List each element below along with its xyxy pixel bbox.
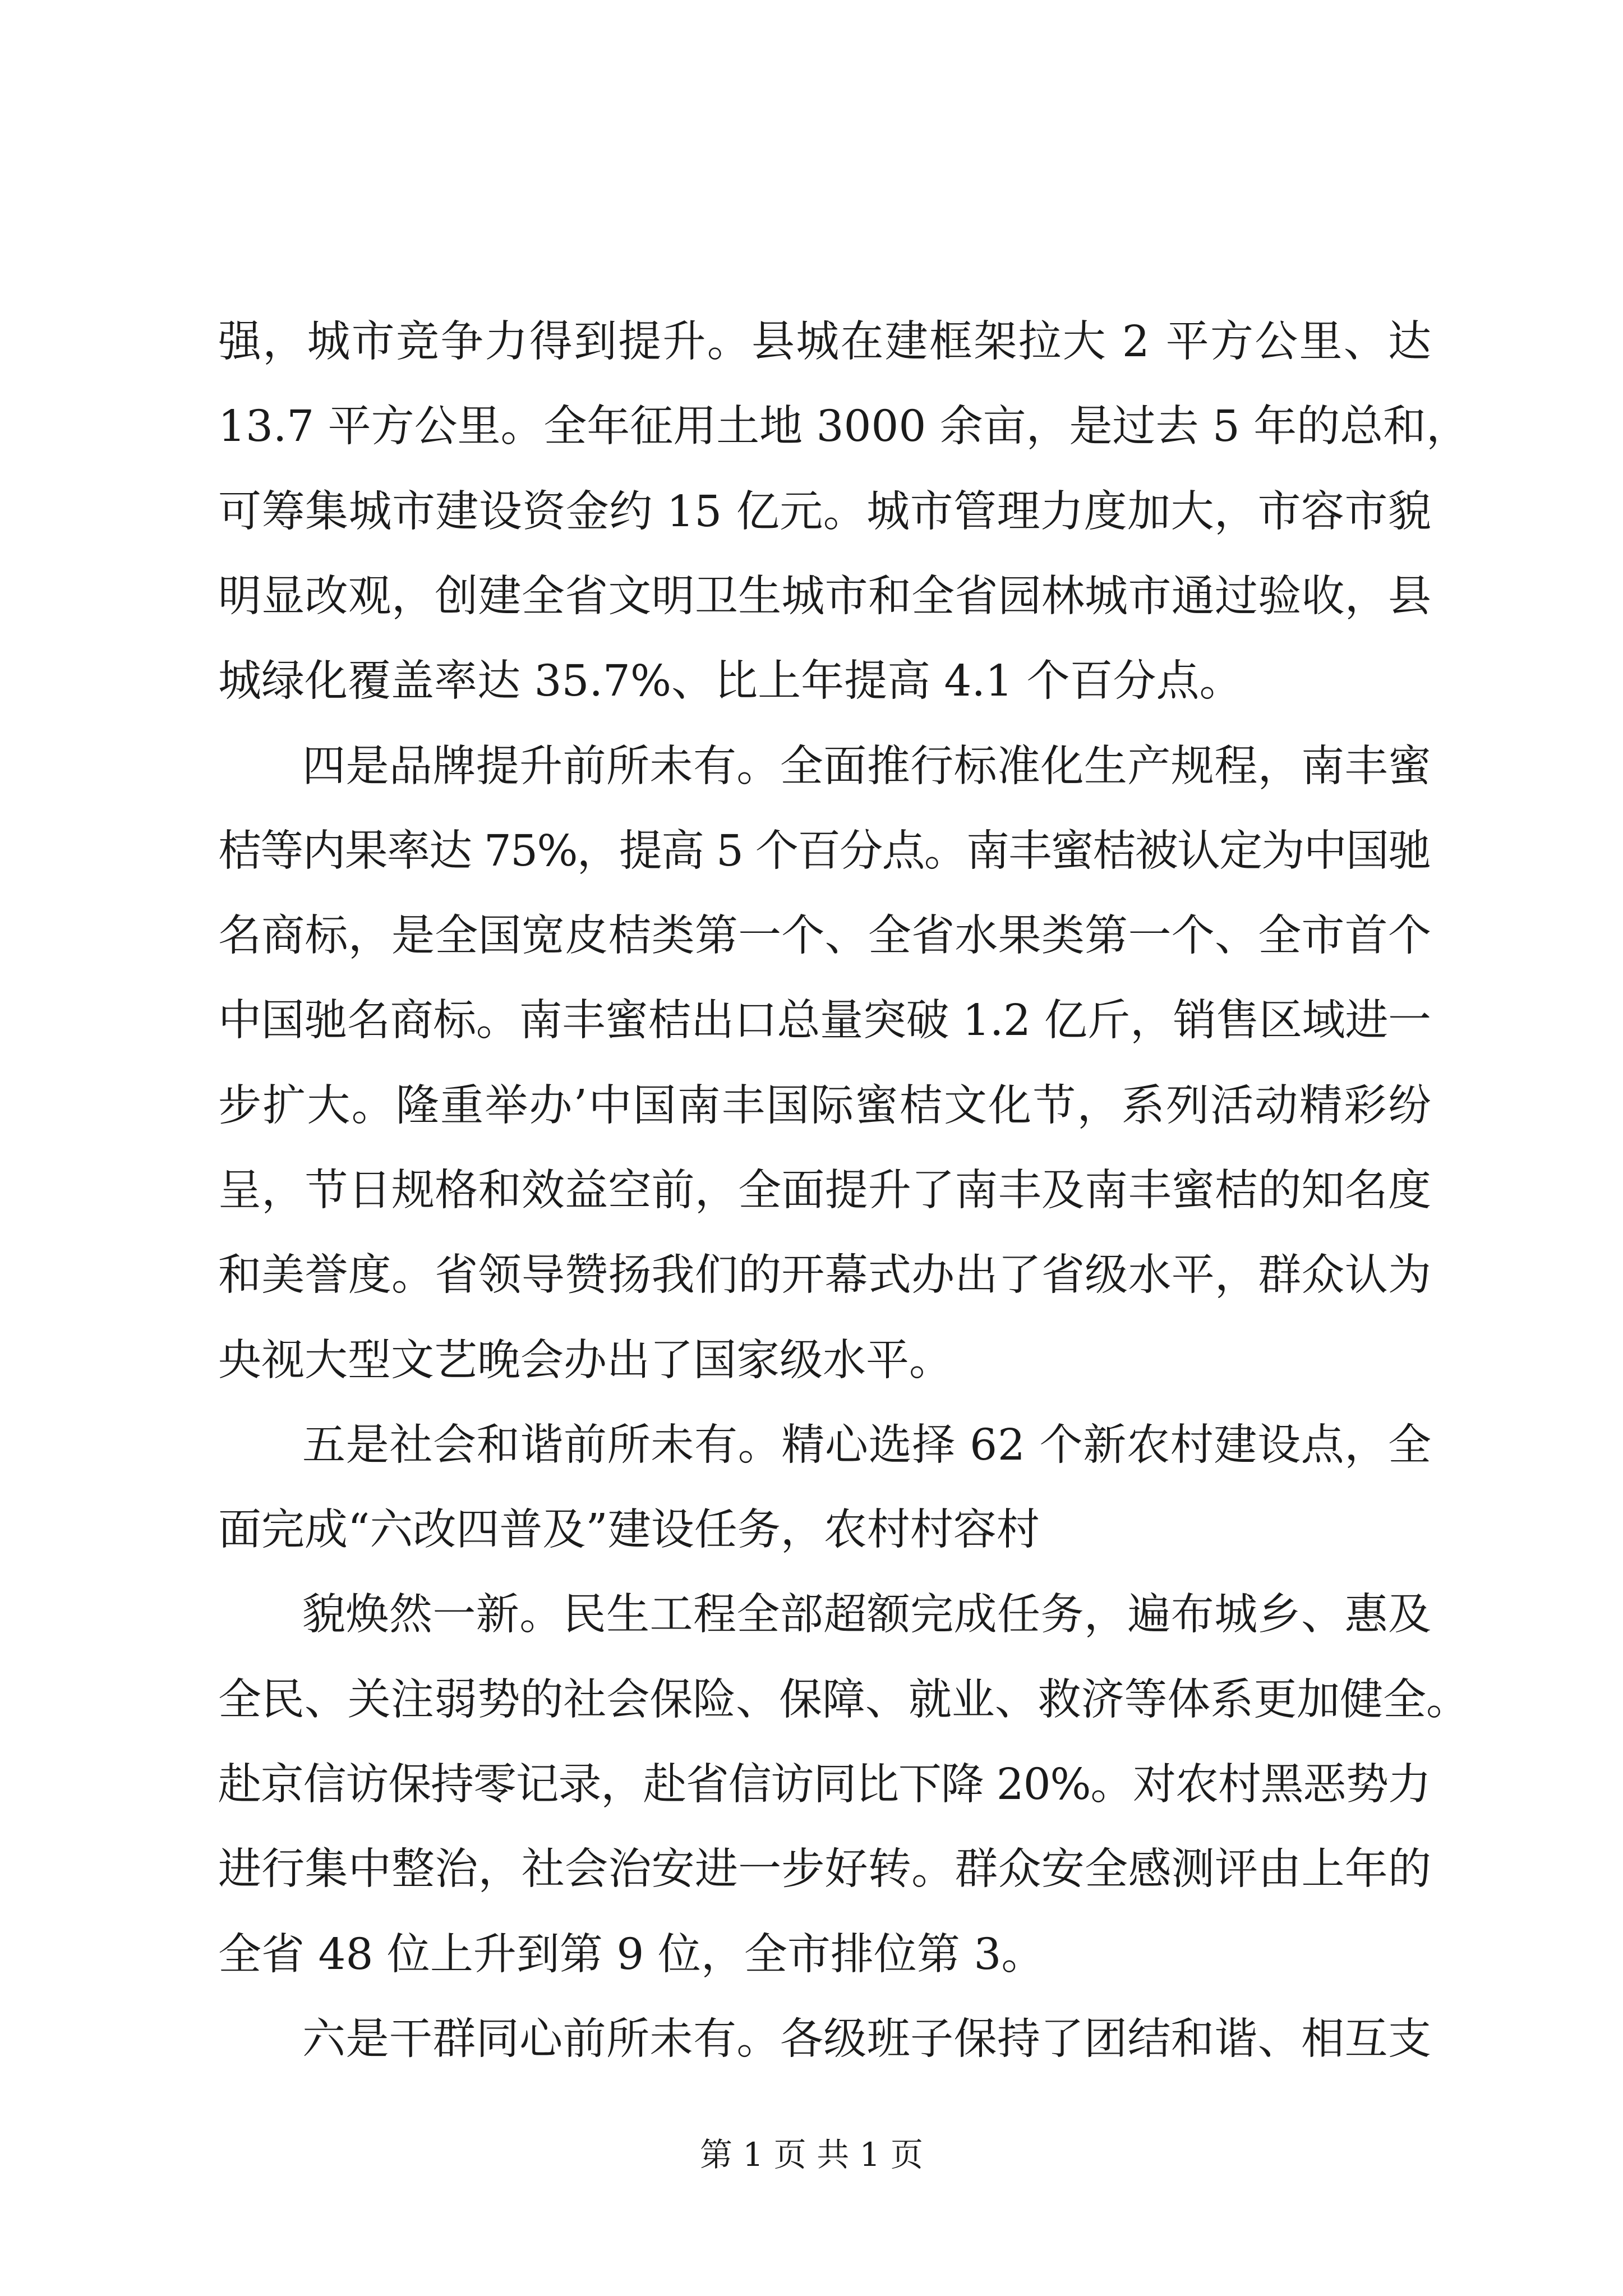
page-footer: 第 1 页 共 1 页 [700,2136,923,2174]
text-line: 赴京信访保持零记录，赴省信访同比下降 20%。对农村黑恶势力 [218,1760,1431,1810]
text-line: 可筹集城市建设资金约 15 亿元。城市管理力度加大，市容市貌 [218,487,1432,537]
text-line: 和美誉度。省领导赞扬我们的开幕式办出了省级水平，群众认为 [218,1250,1432,1300]
text-line: 名商标，是全国宽皮桔类第一个、全省水果类第一个、全市首个 [218,911,1432,961]
text-line: 明显改观，创建全省文明卫生城市和全省园林城市通过验收，县 [218,572,1432,622]
text-line: 全民、关注弱势的社会保险、保障、就业、救济等体系更加健全。 [218,1675,1469,1725]
text-line: 桔等内果率达 75%，提高 5 个百分点。南丰蜜桔被认定为中国驰 [218,826,1431,876]
text-line: 步扩大。隆重举办’中国南丰国际蜜桔文化节，系列活动精彩纷 [218,1081,1433,1131]
text-line: 呈，节日规格和效益空前，全面提升了南丰及南丰蜜桔的知名度 [218,1166,1432,1216]
text-line: 六是干群同心前所未有。各级班子保持了团结和谐、相互支 [302,2014,1432,2064]
text-line: 全省 48 位上升到第 9 位，全市排位第 3。 [218,1930,1045,1980]
text-line: 强，城市竞争力得到提升。县城在建框架拉大 2 平方公里、达 [218,317,1433,367]
text-line: 城绿化覆盖率达 35.7%、比上年提高 4.1 个百分点。 [218,656,1243,706]
text-line: 进行集中整治，社会治安进一步好转。群众安全感测评由上年的 [218,1844,1432,1894]
text-line: 面完成“六改四普及”建设任务，农村村容村 [218,1505,1040,1555]
text-line: 13.7 平方公里。全年征用土地 3000 余亩，是过去 5 年的总和， [218,402,1469,452]
text-line: 中国驰名商标。南丰蜜桔出口总量突破 1.2 亿斤，销售区域进一 [218,996,1431,1046]
text-line: 五是社会和谐前所未有。精心选择 62 个新农村建设点，全 [302,1420,1432,1470]
text-line: 貌焕然一新。民生工程全部超额完成任务，遍布城乡、惠及 [302,1590,1432,1640]
text-line: 四是品牌提升前所未有。全面推行标准化生产规程，南丰蜜 [302,742,1432,792]
text-line: 央视大型文艺晚会办出了国家级水平。 [218,1336,952,1386]
